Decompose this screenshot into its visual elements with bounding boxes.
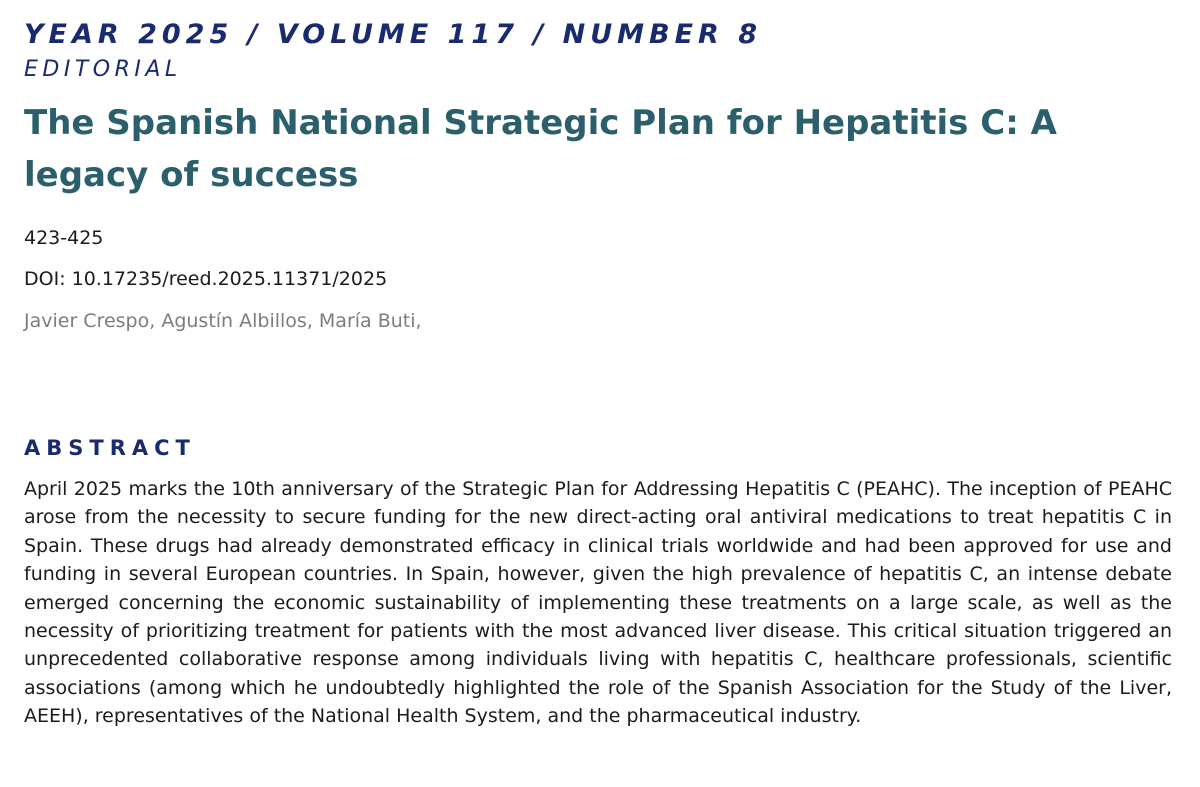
author-list: Javier Crespo, Agustín Albillos, María Buti, [24,310,422,332]
issue-info: YEAR 2025 / VOLUME 117 / NUMBER 8 [24,19,763,50]
abstract-text: April 2025 marks the 10th anniversary of the Strategic Plan for Addressing Hepatitis C (PEAHC). The inception of PEAHC arose from the necessity to secure funding for the new direct-acting oral antiviral medications to treat hepatitis C in Spain. These drugs had already demonstrated efficacy in clinical trials worldwide and had been approved for use and funding in several European countries. In Spain, however, given the high prevalence of hepatitis C, an intense debate emerged concerning the economic sustainability of implementing these treatments on a large scale, as well as the necessity of prioritizing treatment for patients with the most advanced liver disease. This critical situation triggered an unprecedented collaborative response among individuals living with hepatitis C, healthcare professionals, scientific associations (among which he undoubtedly highlighted the role of the Spanish Association for the Study of the Liver, AEEH), representatives of the National Health System, and the pharmaceutical industry. [24,478,1172,728]
doi: DOI: 10.17235/reed.2025.11371/2025 [24,268,388,290]
article-title: The Spanish National Strategic Plan for Hepatitis C: A legacy of success [24,103,1057,195]
abstract-heading: ABSTRACT [24,436,196,460]
article-page [24,18,1174,731]
page-range: 423-425 [24,227,104,249]
section-label: EDITORIAL [24,57,182,82]
